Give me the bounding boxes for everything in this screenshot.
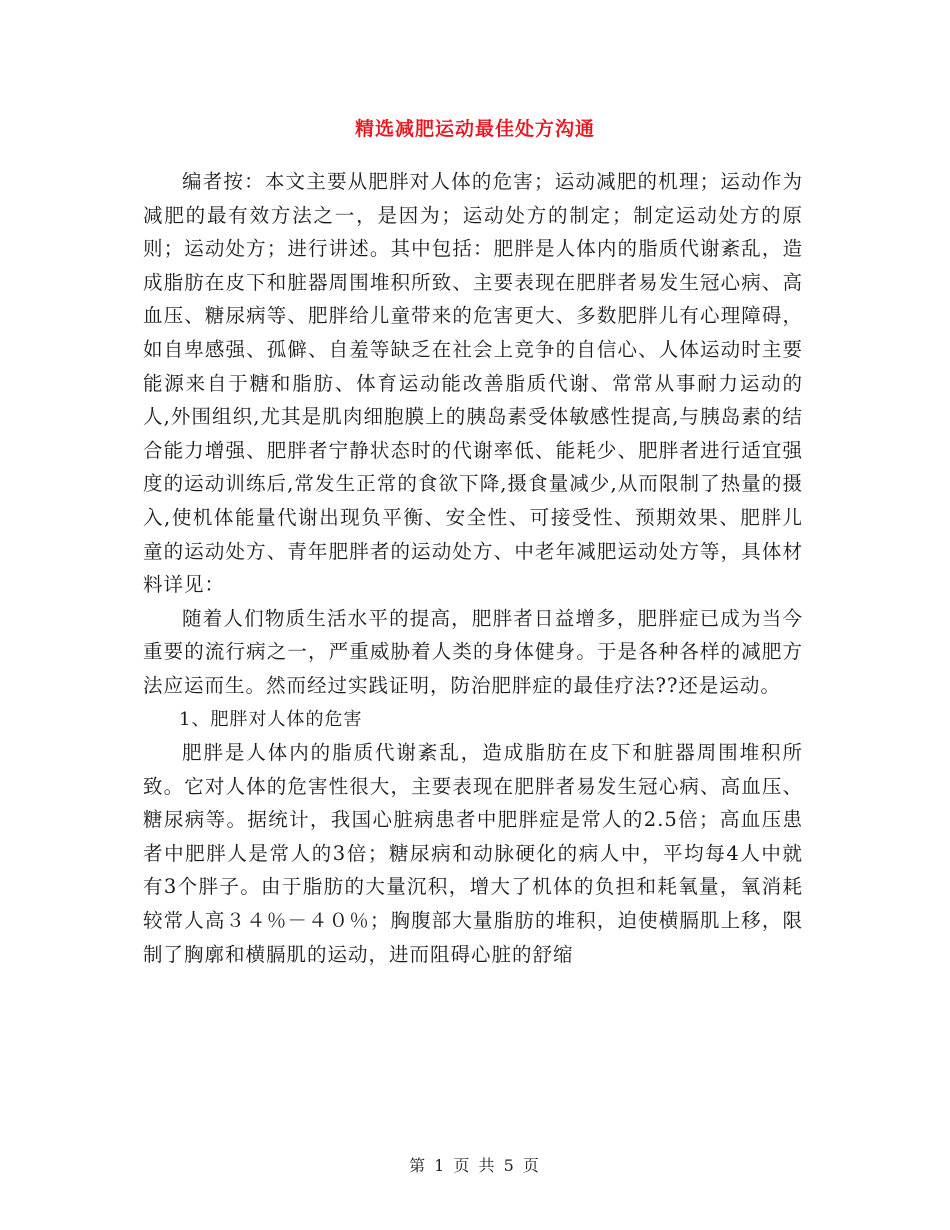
section-paragraph: 肥胖是人体内的脂质代谢紊乱，造成脂肪在皮下和脏器周围堆积所致。它对人体的危害性很大，主要表现在肥胖者易发生冠心病、高血压、糖尿病等。据统计，我国心脏病患者中肥胖症是常人的2.5倍；高血压患者中肥胖人是常人的3倍；糖尿病和动脉硬化的病人中，平均每4人中就有3个胖子。由于脂肪的大量沉积，增大了机体的负担和耗氧量，氧消耗较常人高３４％－４０％；胸腹部大量脂肪的堆积，迫使横膈肌上移，限制了胸廓和横膈肌的运动，进而阻碍心脏的舒缩 xyxy=(143,741,803,966)
section-heading: 1、肥胖对人体的危害 xyxy=(179,708,363,730)
editor-note-paragraph: 编者按：本文主要从肥胖对人体的危害；运动减肥的机理；运动作为减肥的最有效方法之一，是因为；运动处方的制定；制定运动处方的原则；运动处方；进行讲述。其中包括：肥胖是人体内的脂质代谢紊乱，造成脂肪在皮下和脏器周围堆积所致、主要表现在肥胖者易发生冠心病、高血压、糖尿病等、肥胖给儿童带来的危害更大、多数肥胖儿有心理障碍，如自卑感强、孤僻、自羞等缺乏在社会上竞争的自信心、人体运动时主要能源来自于糖和脂肪、体育运动能改善脂质代谢、常常从事耐力运动的人,外围组织,尤其是肌肉细胞膜上的胰岛素受体敏感性提高,与胰岛素的结合能力增强、肥胖者宁静状态时的代谢率低、能耗少、肥胖者进行适宜强度的运动训练后,常发生正常的食欲下降,摄食量减少,从而限制了热量的摄入,使机体能量代谢出现负平衡、安全性、可接受性、预期效果、肥胖儿童的运动处方、青年肥胖者的运动处方、中老年减肥运动处方等，具体材料详见： xyxy=(143,170,803,597)
document-body xyxy=(143,165,803,971)
page-number-footer: 第 1 页 共 5 页 xyxy=(409,1156,541,1175)
intro-paragraph: 随着人们物质生活水平的提高，肥胖者日益增多，肥胖症已成为当今重要的流行病之一，严重威胁着人类的身体健身。于是各种各样的减肥方法应运而生。然而经过实践证明，防治肥胖症的最佳疗法??还是运动。 xyxy=(143,606,803,697)
document-title: 精选减肥运动最佳处方沟通 xyxy=(354,118,595,140)
